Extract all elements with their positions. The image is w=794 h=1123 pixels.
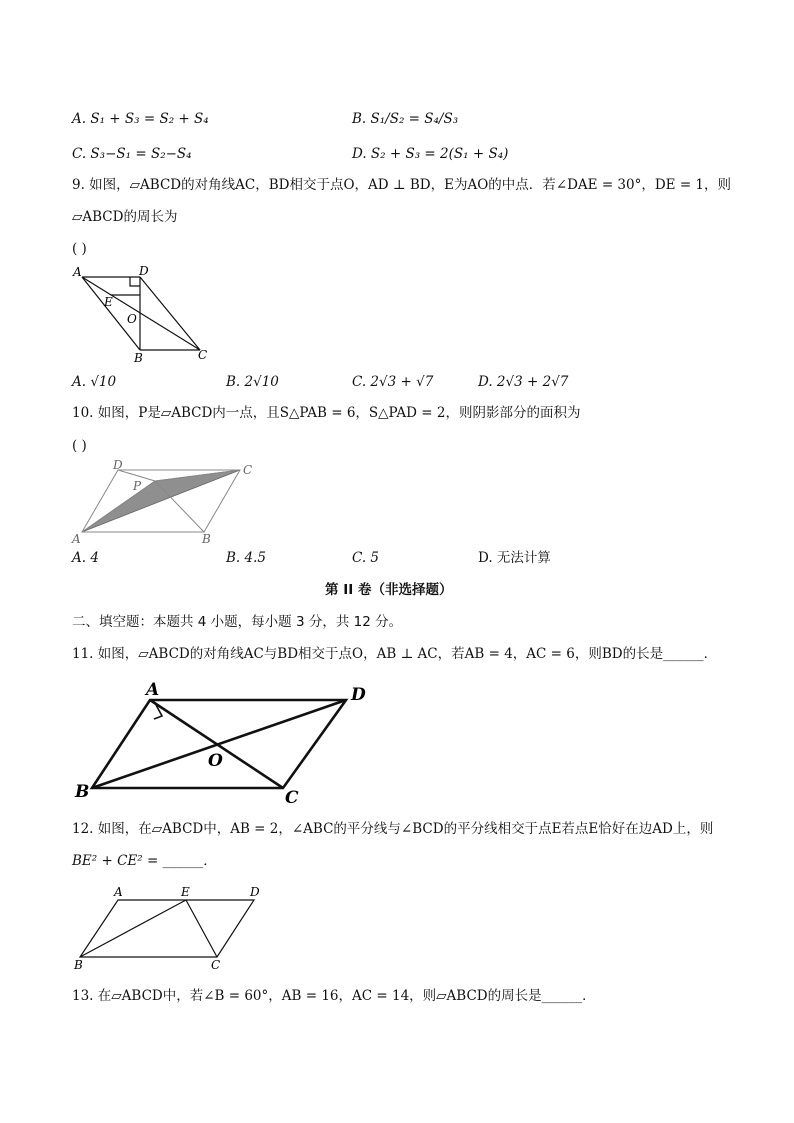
- q12-parallelogram: [80, 900, 254, 957]
- q12-label-d: D: [250, 885, 260, 899]
- q10-label-a: A: [72, 532, 81, 546]
- q9-label-a: A: [73, 265, 82, 279]
- q9-answer-paren: ( ): [72, 241, 87, 257]
- q9-label-c: C: [198, 348, 208, 362]
- q8-option-c: C. S₃−S₁ = S₂−S₄: [72, 146, 192, 162]
- q12-label-b: B: [74, 958, 83, 972]
- q10-answer-paren: ( ): [72, 438, 87, 454]
- q10-option-a: A. 4: [72, 550, 99, 566]
- q9-stem-line2: ▱ABCD的周长为: [72, 209, 178, 225]
- q12-segment-ce: [186, 900, 217, 957]
- q8-option-d: D. S₂ + S₃ = 2(S₁ + S₄): [352, 146, 509, 162]
- section-title: 第 II 卷（非选择题）: [325, 582, 453, 598]
- q12-label-a: A: [114, 885, 123, 899]
- q11-label-o: O: [208, 751, 223, 771]
- q10-option-d: D. 无法计算: [478, 550, 551, 566]
- q9-stem-line1: 9. 如图，▱ABCD的对角线AC，BD相交于点O，AD ⊥ BD，E为AO的中点．若∠DAE = 30°，DE = 1，则: [72, 177, 732, 193]
- section-instructions: 二、填空题：本题共 4 小题，每小题 3 分，共 12 分。: [72, 614, 403, 630]
- q10-stem: 10. 如图，P是▱ABCD内一点，且S△PAB = 6，S△PAD = 2，则阴影部分的面积为: [72, 405, 581, 421]
- q10-option-c: C. 5: [352, 550, 380, 566]
- q9-option-d: D. 2√3 + 2√7: [478, 374, 569, 390]
- q12-label-c: C: [211, 958, 221, 972]
- q9-label-o: O: [127, 312, 137, 326]
- q9-option-b: B. 2√10: [226, 374, 279, 390]
- q11-stem: 11. 如图，▱ABCD的对角线AC与BD相交于点O，AB ⊥ AC，若AB = 4，AC = 6，则BD的长是______．: [72, 646, 718, 662]
- q11-label-a: A: [146, 680, 160, 700]
- q9-label-d: D: [139, 264, 149, 278]
- q10-label-d: D: [113, 458, 123, 472]
- q9-label-e: E: [104, 295, 113, 309]
- q9-option-c: C. 2√3 + √7: [352, 374, 434, 390]
- q11-label-c: C: [285, 788, 299, 808]
- q9-label-b: B: [134, 351, 143, 365]
- q11-label-d: D: [351, 685, 366, 705]
- q10-label-b: B: [202, 532, 211, 546]
- q10-label-c: C: [243, 463, 253, 477]
- q8-option-b: B. S₁/S₂ = S₄/S₃: [352, 111, 459, 127]
- q11-label-b: B: [75, 782, 90, 802]
- q8-option-a: A. S₁ + S₃ = S₂ + S₄: [72, 111, 209, 127]
- q12-stem-line2: BE² + CE² = ______．: [72, 853, 217, 869]
- q10-option-b: B. 4.5: [226, 550, 266, 566]
- q12-label-e: E: [181, 885, 190, 899]
- q13-stem: 13. 在▱ABCD中，若∠B = 60°，AB = 16，AC = 14，则▱ABCD的周长是______．: [72, 988, 596, 1004]
- q10-label-p: P: [133, 479, 142, 493]
- q12-segment-be: [80, 900, 186, 957]
- q12-stem-line1: 12. 如图，在▱ABCD中，AB = 2，∠ABC的平分线与∠BCD的平分线相交于点E若点E恰好在边AD上，则: [72, 821, 714, 837]
- q9-option-a: A. √10: [72, 374, 117, 390]
